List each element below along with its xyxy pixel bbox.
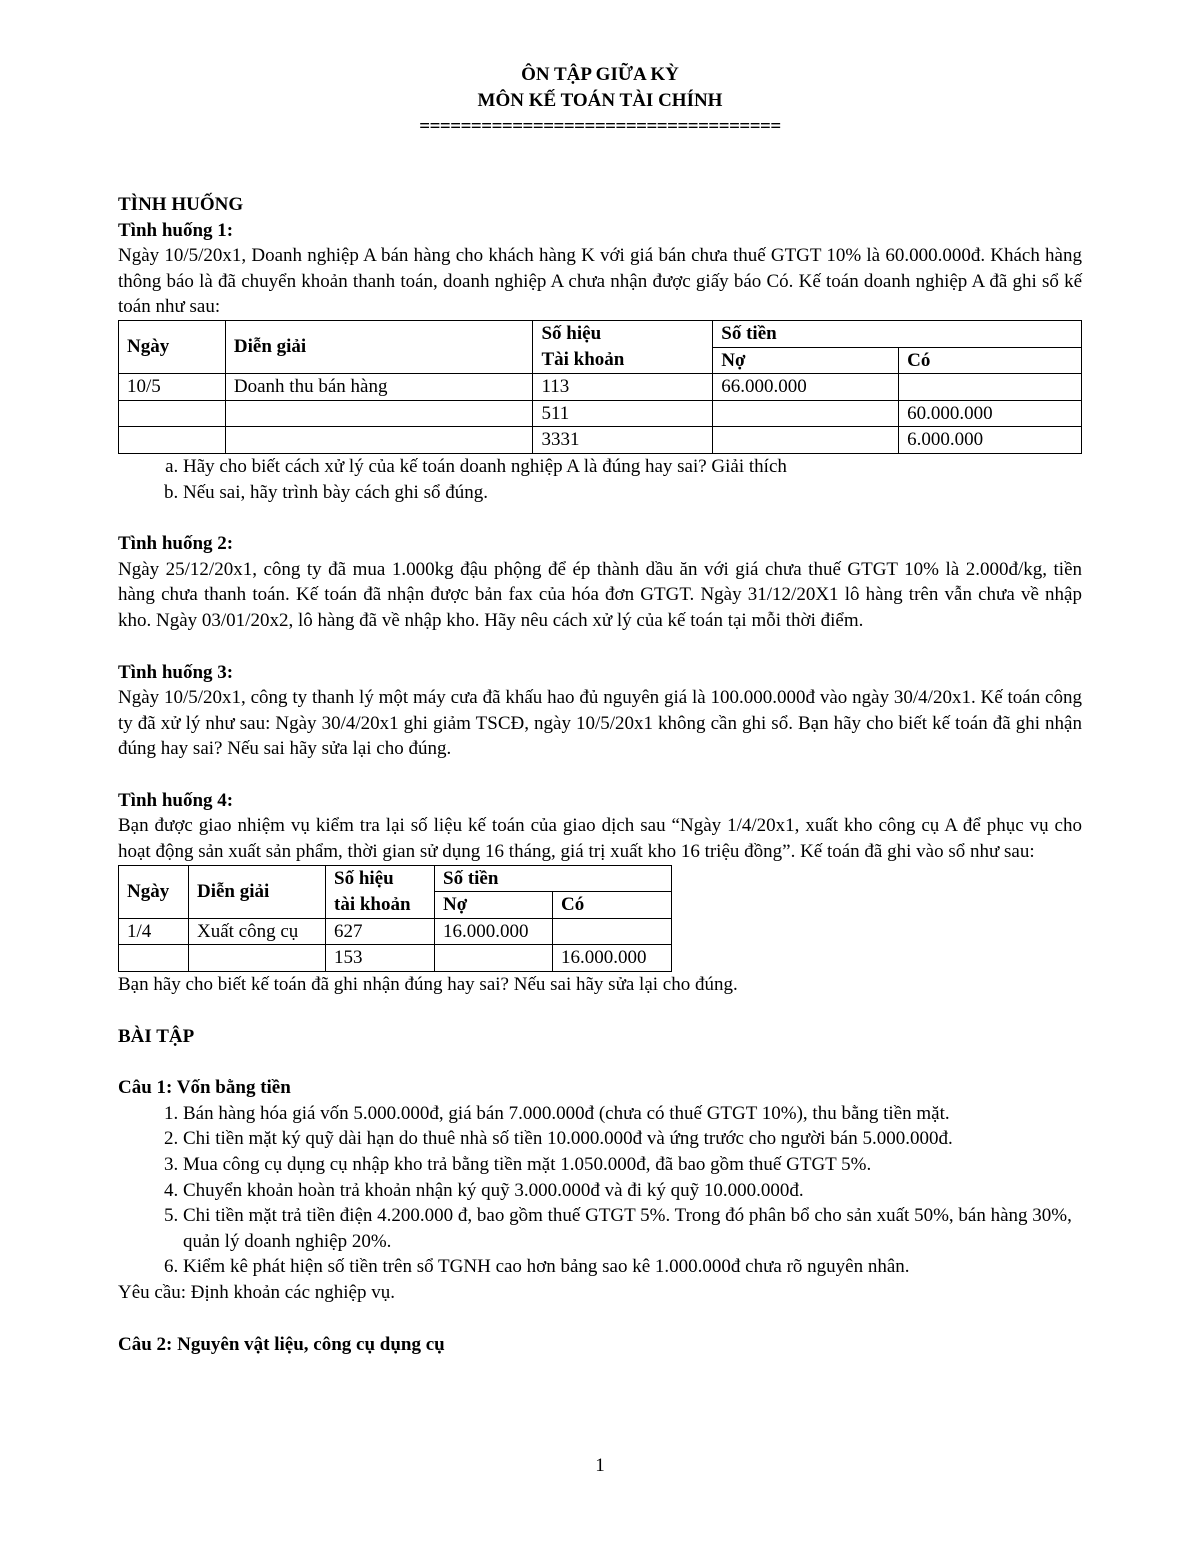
- cell-date: [119, 945, 189, 972]
- case-1-ledger-table: [118, 320, 1082, 454]
- cell-credit: [553, 918, 672, 945]
- table-row: [119, 400, 1082, 427]
- cell-account: 113: [533, 374, 713, 401]
- cell-credit: 16.000.000: [553, 945, 672, 972]
- cell-description: Xuất công cụ: [189, 918, 326, 945]
- list-item: 4. Chuyển khoản hoàn trả khoản nhận ký quỹ 3.000.000đ và đi ký quỹ 10.000.000đ.: [183, 1178, 1082, 1204]
- case-4-question: Bạn hãy cho biết kế toán đã ghi nhận đúng hay sai? Nếu sai hãy sửa lại cho đúng.: [118, 974, 738, 996]
- col-header-amount: Số tiền: [713, 320, 1082, 347]
- col-header-debit: Nợ: [435, 892, 553, 919]
- document-page: [118, 62, 1082, 1357]
- table-row: [119, 918, 672, 945]
- cell-account: 153: [326, 945, 435, 972]
- case-3-text: Ngày 10/5/20x1, công ty thanh lý một máy cưa đã khấu hao đủ nguyên giá là 100.000.000đ vào ngày 30/4/20x1. Kế toán công ty đã xử lý như sau: Ngày 30/4/20x1 ghi giảm TSCĐ, ngày 10/5/20x1 không cần ghi sổ. Bạn hãy cho biết kế toán đã ghi nhận đúng hay sai? Nếu sai hãy sửa lại cho đúng.: [118, 687, 1082, 760]
- cell-account: 3331: [533, 427, 713, 454]
- question-1-items: [118, 1101, 1082, 1280]
- cell-description: [225, 427, 533, 454]
- cell-date: [119, 427, 226, 454]
- case-1-questions: [118, 454, 1082, 505]
- account-header-line-1: Số hiệu: [334, 868, 394, 890]
- list-item: 5. Chi tiền mặt trả tiền điện 4.200.000 đ, bao gồm thuế GTGT 5%. Trong đó phân bổ cho sản xuất 50%, bán hàng 30%, quản lý doanh nghiệp 20%.: [183, 1203, 1082, 1254]
- title-line-2: MÔN KẾ TOÁN TÀI CHÍNH: [477, 90, 723, 111]
- cell-description: [225, 400, 533, 427]
- list-item: 1. Bán hàng hóa giá vốn 5.000.000đ, giá bán 7.000.000đ (chưa có thuế GTGT 10%), thu bằng tiền mặt.: [183, 1101, 1082, 1127]
- case-1-text: Ngày 10/5/20x1, Doanh nghiệp A bán hàng cho khách hàng K với giá bán chưa thuế GTGT 10% là 60.000.000đ. Khách hàng thông báo là đã chuyển khoản thanh toán, doanh nghiệp A chưa nhận được giấy báo Có. Kế toán doanh nghiệp A đã ghi sổ kế toán như sau:: [118, 245, 1082, 318]
- col-header-credit: Có: [899, 347, 1082, 374]
- cell-debit: 66.000.000: [713, 374, 899, 401]
- col-header-credit: Có: [553, 892, 672, 919]
- col-header-debit: Nợ: [713, 347, 899, 374]
- question-1-requirement: Yêu cầu: Định khoản các nghiệp vụ.: [118, 1281, 395, 1303]
- col-header-amount: Số tiền: [435, 865, 672, 892]
- list-item: 3. Mua công cụ dụng cụ nhập kho trả bằng tiền mặt 1.050.000đ, đã bao gồm thuế GTGT 5%.: [183, 1152, 1082, 1178]
- col-header-description: Diễn giải: [189, 865, 326, 918]
- cell-date: 10/5: [119, 374, 226, 401]
- cell-account: 627: [326, 918, 435, 945]
- question-2-title: Câu 2: Nguyên vật liệu, công cụ dụng cụ: [118, 1333, 445, 1355]
- cell-debit: [713, 427, 899, 454]
- cell-date: 1/4: [119, 918, 189, 945]
- col-header-description: Diễn giải: [225, 320, 533, 373]
- account-header-line-1: Số hiệu: [541, 323, 602, 345]
- case-2-text: Ngày 25/12/20x1, công ty đã mua 1.000kg đậu phộng để ép thành dầu ăn với giá chưa thuế GTGT 10% là 2.000đ/kg, tiền hàng chưa thanh toán. Kế toán đã nhận được bản fax của hóa đơn GTGT. Ngày 31/12/20X1 lô hàng trên vẫn chưa về nhập kho. Ngày 03/01/20x2, lô hàng đã về nhập kho. Hãy nêu cách xử lý của kế toán tại mỗi thời điểm.: [118, 558, 1082, 631]
- document-header: [118, 62, 1082, 140]
- case-1-title: Tình huống 1:: [118, 219, 234, 241]
- account-header-line-2: tài khoản: [334, 893, 411, 915]
- cell-description: [189, 945, 326, 972]
- case-4-ledger-table: [118, 865, 672, 972]
- cell-debit: [435, 945, 553, 972]
- title-rule: ===================================: [419, 116, 781, 137]
- table-row: [119, 427, 1082, 454]
- cell-debit: 16.000.000: [435, 918, 553, 945]
- cell-debit: [713, 400, 899, 427]
- col-header-date: Ngày: [119, 865, 189, 918]
- case-3-title: Tình huống 3:: [118, 661, 234, 683]
- list-item: 6. Kiểm kê phát hiện số tiền trên sổ TGNH cao hơn bảng sao kê 1.000.000đ chưa rõ nguyên nhân.: [183, 1254, 1082, 1280]
- cell-credit: [899, 374, 1082, 401]
- title-line-1: ÔN TẬP GIỮA KỲ: [521, 64, 679, 85]
- section-heading-situations: TÌNH HUỐNG: [118, 194, 244, 215]
- case-4-text: Bạn được giao nhiệm vụ kiểm tra lại số liệu kế toán của giao dịch sau “Ngày 1/4/20x1, xuất kho công cụ A để phục vụ cho hoạt động sản xuất sản phẩm, thời gian sử dụng 16 tháng, giá trị xuất kho 16 triệu đồng”. Kế toán đã ghi vào sổ như sau:: [118, 815, 1082, 863]
- list-item: 2. Chi tiền mặt ký quỹ dài hạn do thuê nhà số tiền 10.000.000đ và ứng trước cho người bán 5.000.000đ.: [183, 1126, 1082, 1152]
- list-item: a. Hãy cho biết cách xử lý của kế toán doanh nghiệp A là đúng hay sai? Giải thích: [183, 454, 1082, 480]
- question-1-title: Câu 1: Vốn bằng tiền: [118, 1077, 291, 1099]
- col-header-account: [533, 320, 713, 373]
- account-header-line-2: Tài khoản: [541, 349, 625, 371]
- cell-description: Doanh thu bán hàng: [225, 374, 533, 401]
- list-item: b. Nếu sai, hãy trình bày cách ghi sổ đúng.: [183, 480, 1082, 506]
- col-header-date: Ngày: [119, 320, 226, 373]
- cell-date: [119, 400, 226, 427]
- table-row: [119, 945, 672, 972]
- col-header-account: [326, 865, 435, 918]
- cell-account: 511: [533, 400, 713, 427]
- page-number: 1: [595, 1455, 605, 1476]
- cell-credit: 60.000.000: [899, 400, 1082, 427]
- section-heading-exercises: BÀI TẬP: [118, 1025, 195, 1047]
- table-row: [119, 374, 1082, 401]
- cell-credit: 6.000.000: [899, 427, 1082, 454]
- case-2-title: Tình huống 2:: [118, 533, 234, 555]
- case-4-title: Tình huống 4:: [118, 789, 234, 811]
